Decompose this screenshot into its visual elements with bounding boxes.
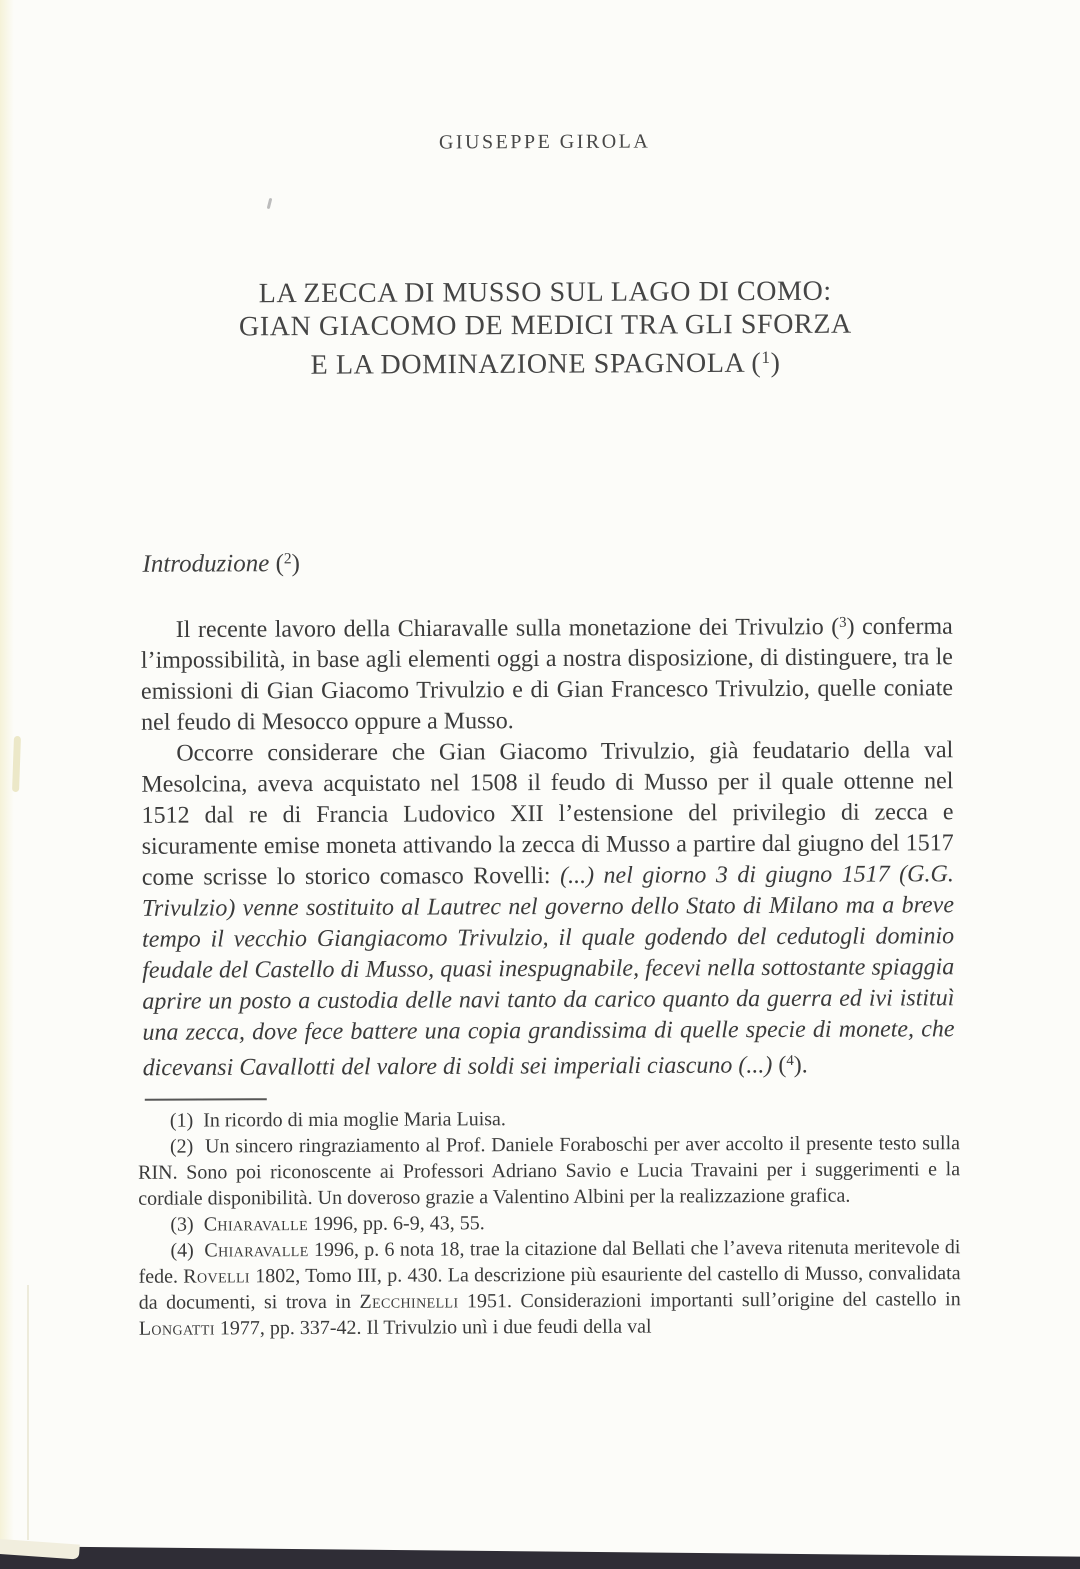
- footnote-reference: 4: [786, 1053, 794, 1070]
- footnote-reference: 3: [839, 614, 847, 631]
- text-segment: 1996, p. 6 nota 18, trae la citazione dal Bellati che l’aveva ritenuta meritevole di fede.: [138, 1236, 961, 1288]
- footnote: [138, 1104, 960, 1134]
- body-paragraph: [141, 736, 954, 1085]
- author-header: GIUSEPPE GIROLA: [438, 130, 651, 154]
- title-line: [139, 307, 951, 344]
- body-paragraph: [141, 607, 954, 739]
- section-heading-introduzione: [142, 550, 300, 579]
- title-line: [139, 340, 951, 382]
- text-segment: (3): [170, 1213, 204, 1236]
- body-text: [141, 607, 955, 1084]
- article-title: [139, 274, 951, 382]
- footnote-reference: 1: [761, 348, 771, 368]
- text-segment: E LA DOMINAZIONE SPAGNOLA (: [310, 347, 762, 381]
- text-segment: 1802, Tomo III, p. 430. La descrizione più esauriente del castello di Musso, convalidata da documenti, si trova in: [138, 1262, 961, 1314]
- footnotes-block: [138, 1104, 961, 1342]
- text-segment: 1977, pp. 337-42. Il Trivulzio unì i due feudi della val: [214, 1315, 652, 1340]
- text-segment: 1951. Considerazioni importanti sull’origine del castello in: [458, 1288, 961, 1313]
- text-segment: (2) Un sincero ringraziamento al Prof. Daniele Foraboschi per aver accolto il presente testo sulla RIN. Sono poi riconoscente ai Professori Adriano Savio e Lucia Travaini per i suggerimenti e la cordiale disponibilità. Un doveroso grazie a Valentino Albini per la realizzazione grafica.: [138, 1132, 961, 1210]
- text-segment: Chiaravalle: [204, 1239, 309, 1262]
- text-segment: (4): [170, 1239, 205, 1262]
- text-segment: Introduzione: [142, 550, 270, 578]
- text-segment: GIAN GIACOMO DE MEDICI TRA GLI SFORZA: [238, 308, 852, 343]
- footnote: [138, 1130, 960, 1212]
- text-segment: Il recente lavoro della Chiaravalle sulla monetazione dei Trivulzio (: [175, 614, 840, 644]
- scan-artifact-mark: [12, 736, 21, 792]
- text-segment: 1996, pp. 6-9, 43, 55.: [307, 1212, 485, 1236]
- text-segment: (1) In ricordo di mia moglie Maria Luisa.: [169, 1108, 506, 1132]
- title-line: [139, 274, 951, 311]
- text-segment: ): [770, 347, 781, 379]
- footnote: [138, 1234, 960, 1342]
- text-segment: (: [778, 1052, 787, 1079]
- text-segment: (: [269, 550, 284, 578]
- text-segment: ).: [793, 1052, 808, 1079]
- text-segment: Chiaravalle: [203, 1213, 309, 1236]
- text-segment: Zecchinelli: [359, 1290, 459, 1313]
- page-content: [138, 0, 961, 1569]
- text-segment: Longatti: [138, 1317, 215, 1340]
- footnote-reference: 2: [283, 550, 292, 568]
- text-segment: Occorre considerare che Gian Giacomo Trivulzio, già feudatario della val Mesolcina, aveva acquistato nel 1508 il feudo di Musso per il quale ottenne nel 1512 dal re di Francia Ludovico XII l’estensione del privilegio di zecca e sicuramente emise moneta attivando la zecca di Musso a partire dal giugno del 1517 come scrisse lo storico comasco Rovelli:: [141, 737, 954, 892]
- text-segment: ): [291, 550, 301, 578]
- footnote: [138, 1208, 960, 1238]
- scan-crease: [27, 1285, 29, 1540]
- text-segment: Rovelli: [183, 1265, 251, 1288]
- text-segment: LA ZECCA DI MUSSO SUL LAGO DI COMO:: [258, 275, 832, 310]
- text-segment: ) conferma l’impossibilità, in base agli elementi oggi a nostra disposizione, di distinguere, tra le emissioni di Gian Giacomo Trivulzio e di Gian Francesco Trivulzio, quelle coniate nel feudo di Mesocco oppure a Musso.: [140, 613, 954, 737]
- text-segment: (...) nel giorno 3 di giugno 1517 (G.G. Trivulzio) venne sostituito al Lautrec nel governo dello Stato di Milano ma a breve tempo il vecchio Giangiacomo Trivulzio, il quale godendo del cedutogli dominio feudale del Castello di Musso, quasi inespugnabile, fecevi nella sottostante spiaggia aprire un posto a custodia delle navi tanto da carico quanto da guerra ed ivi istituì una zecca, dove fece battere una copia grandissima di quelle specie di monete, che dicevansi Cavallotti del valore di soldi sei imperiali ciascuno (...): [141, 861, 955, 1082]
- footnote-separator-rule: [145, 1098, 267, 1101]
